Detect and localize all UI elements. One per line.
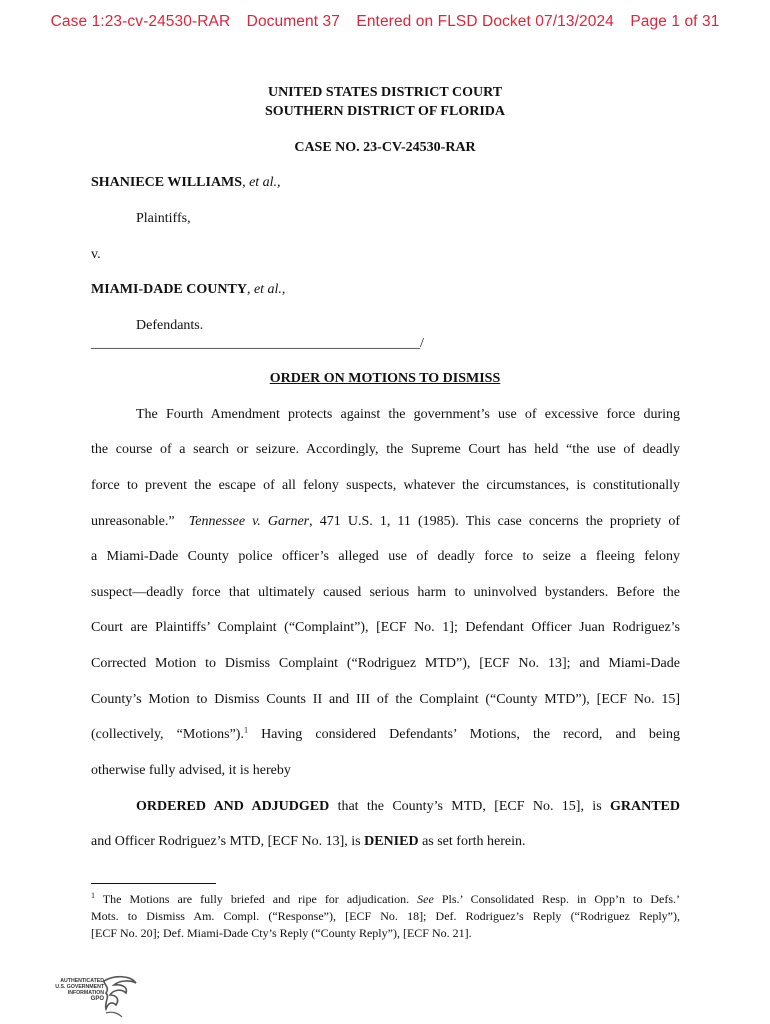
body-line-10 [91,727,680,743]
header-page: Page 1 of 31 [630,13,720,30]
footnote-line-1-a: The Motions are fully briefed and ripe for adjudication. [95,892,418,906]
gpo-authentication-seal [44,975,134,1019]
defendant-suffix: , et al., [246,282,286,297]
plaintiff-caption [91,175,281,191]
body-line-4-a: unreasonable.” [91,514,175,529]
defendants-label: Defendants. [136,318,204,333]
defendant-caption [91,282,285,298]
gpo-seal-text [44,978,104,1002]
gpo-seal-line3: INFORMATION [67,990,104,996]
caption-separator: _______________________________________________/ [91,336,424,351]
body-line-13-b: as set forth herein. [418,834,526,849]
gpo-seal-line2: U.S. GOVERNMENT [55,984,104,990]
footnote-line-1 [91,892,680,907]
case-citation: Tennessee v. Garner [188,514,310,529]
court-name-line1: UNITED STATES DISTRICT COURT [267,85,503,100]
body-line-6: suspect—deadly force that ultimately caused serious harm to uninvolved bystanders. Before the [91,585,680,600]
ordered-adjudged: ORDERED AND ADJUDGED [136,799,330,814]
footnote-number: 1 [91,891,95,900]
body-line-10-a: (collectively, “Motions”). [91,727,244,742]
body-line-5: a Miami-Dade County police officer’s alleged use of deadly force to seize a fleeing felony [91,549,680,564]
footnote-rule [91,883,216,884]
plaintiff-suffix: , et al., [242,175,281,190]
versus: v. [91,247,101,262]
gpo-seal-line4: GPO [90,996,104,1002]
court-name-line2: SOUTHERN DISTRICT OF FLORIDA [265,104,505,119]
body-line-7: Court are Plaintiffs’ Complaint (“Complaint”), [ECF No. 1]; Defendant Officer Juan Rodriguez’s [91,620,680,635]
body-line-13 [91,834,680,850]
plaintiffs-label: Plaintiffs, [136,211,191,226]
header-entered: Entered on FLSD Docket 07/13/2024 [356,13,614,30]
header-document: Document 37 [246,13,340,30]
defendant-name: MIAMI-DADE COUNTY [91,282,247,297]
footnote-ref[interactable]: 1 [243,725,248,735]
order-title-text: ORDER ON MOTIONS TO DISMISS [269,371,501,386]
plaintiff-name: SHANIECE WILLIAMS [91,175,243,190]
gpo-seal-line1: AUTHENTICATED [60,978,104,984]
body-line-4 [91,514,680,530]
footnote-see: See [417,892,434,906]
body-line-8: Corrected Motion to Dismiss Complaint (“Rodriguez MTD”), [ECF No. 13]; and Miami-Dade [91,656,680,671]
body-line-11: otherwise fully advised, it is hereby [91,763,291,778]
docket-header [0,13,770,31]
body-line-12-b: that the County’s MTD, [ECF No. 15], is [329,799,610,814]
footnote-line-1-b: Pls.’ Consolidated Resp. in Opp’n to Defs.’ [433,892,680,906]
body-line-2: the course of a search or seizure. Accordingly, the Supreme Court has held “the use of deadly [91,442,680,457]
body-line-4-b: , 471 U.S. 1, 11 (1985). This case concerns the propriety of [309,514,681,529]
body-line-1: The Fourth Amendment protects against the government’s use of excessive force during [136,407,680,422]
body-line-12 [136,799,680,815]
header-case: Case 1:23-cv-24530-RAR [50,13,231,30]
body-line-3: force to prevent the escape of all felony suspects, whatever the circumstances, is constitutionally [91,478,680,493]
eagle-icon [100,975,140,1019]
granted: GRANTED [609,799,680,814]
footnote-line-2: Mots. to Dismiss Am. Compl. (“Response”), [ECF No. 18]; Def. Rodriguez’s Reply (“Rodriguez Reply”), [91,909,680,923]
footnote-line-3: [ECF No. 20]; Def. Miami-Dade Cty’s Reply (“County Reply”), [ECF No. 21]. [91,926,472,940]
body-line-13-a: and Officer Rodriguez’s MTD, [ECF No. 13], is [91,834,365,849]
body-line-9: County’s Motion to Dismiss Counts II and III of the Complaint (“County MTD”), [ECF No. 15] [91,692,680,707]
case-number: CASE NO. 23-CV-24530-RAR [294,140,476,155]
denied: DENIED [364,834,419,849]
body-line-10-b: Having considered Defendants’ Motions, the record, and being [247,727,680,742]
order-title [0,371,770,387]
